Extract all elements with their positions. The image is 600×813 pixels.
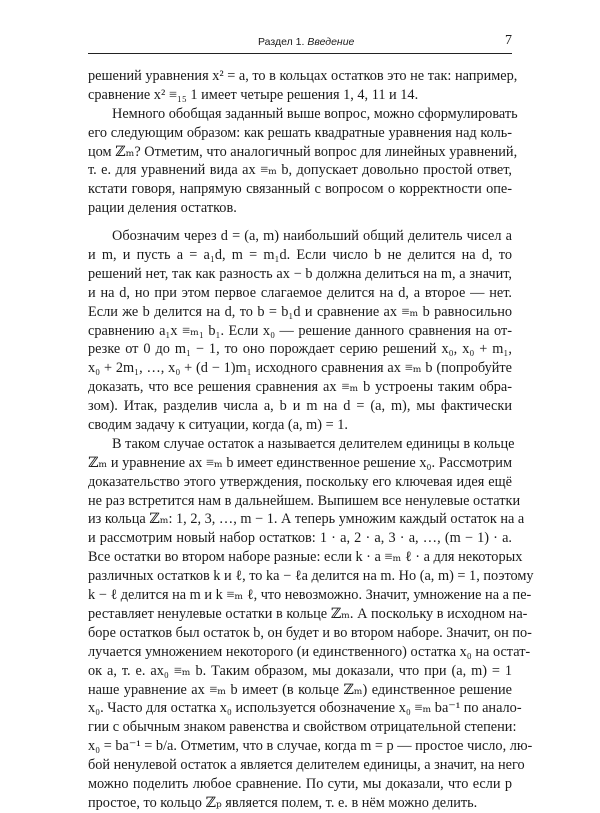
text-line: рации деления остатков. [88,200,237,217]
text-line: боре остатков был остаток b, он будет и во втором наборе. Значит, он по- [88,624,532,641]
section-name: Введение [307,36,355,48]
text-line: и рассмотрим новый набор остатков: 1 · a, 2 · a, 3 · a, …, (m − 1) · a. [88,530,512,547]
text-line: наше уравнение ax ≡ₘ b имеет (в кольце ℤₘ) единственное решение [88,681,512,698]
text-line: решений нет, так как разность ax − b должна делиться на m, а значит, [88,265,512,282]
text-line: x₀. Часто для остатка x₀ используется обозначение x₀ ≡ₘ ba⁻¹ по анало- [88,700,522,717]
text-line: лучается умножением некоторого (и единственного) остатка x₀ на остат- [88,643,531,660]
text-line: k − ℓ делится на m и k ≡ₘ ℓ, что невозможно. Значит, умножение на a пе- [88,587,532,604]
text-line: кстати говоря, напрямую связанный с вопросом о корректности опе- [88,181,512,198]
section-title [258,36,354,48]
text-line: доказать, что все решения сравнения ax ≡ₘ b устроены таким обра- [88,379,512,396]
text-line: доказательство этого утверждения, поскольку его ключевая идея ещё [88,473,512,490]
text-line: В таком случае остаток a называется делителем единицы в кольце [112,435,515,452]
text-line: x₀ + 2m₁, …, x₀ + (d − 1)m₁ исходного сравнения ax ≡ₘ b (попробуйте [88,360,512,377]
text-line: Если же b делится на d, то b = b₁d и сравнение ax ≡ₘ b равносильно [88,303,512,320]
text-line: различных остатков k и ℓ, то ka − ℓa делится на m. Но (a, m) = 1, поэтому [88,568,534,585]
text-line: цом ℤₘ? Отметим, что аналогичный вопрос для линейных уравнений, [88,143,518,160]
text-line: его следующим образом: как решать квадратные уравнения над коль- [88,124,512,141]
text-line: Немного обобщая заданный выше вопрос, можно сформулировать [112,105,518,122]
text-line: резке от 0 до m₁ − 1, то оно порождает серию решений x₀, x₀ + m₁, [88,341,512,358]
text-line: из кольца ℤₘ: 1, 2, 3, …, m − 1. А теперь умножим каждый остаток на a [88,511,525,528]
text-line: реставляет ненулевые остатки в кольце ℤₘ. А поскольку в исходном на- [88,605,528,622]
running-header [88,33,512,54]
text-line: и на d, но при этом первое слагаемое делится на d, а второе — нет. [88,284,512,301]
text-line: зом). Итак, разделив числа a, b и m на d = (a, m), мы фактически [88,398,512,415]
paragraph [88,227,512,435]
page-body [88,67,534,813]
text-line: ℤₘ и уравнение ax ≡ₘ b имеет единственное решение x₀. Рассмотрим [88,454,512,471]
text-line: ок a, т. е. ax₀ ≡ₘ b. Таким образом, мы доказали, что при (a, m) = 1 [88,662,512,679]
text-line: Все остатки во втором наборе разные: если k · a ≡ₘ ℓ · a для некоторых [88,549,523,566]
text-line: сводим задачу к ситуации, когда (a, m) = 1. [88,417,349,434]
paragraph [88,435,534,813]
text-line: не раз встретится нам в дальнейшем. Выпишем все ненулевые остатки [88,492,521,509]
text-line: простое, то кольцо ℤₚ является полем, т. е. в нём можно делить. [88,794,478,811]
text-line: сравнению a₁x ≡ₘ₁ b₁. Если x₀ — решение данного сравнения на от- [88,322,512,339]
section-label: Раздел 1. [258,36,305,48]
text-line: решений уравнения x² = a, то в кольцах остатков это не так: например, [88,68,518,84]
text-line: и m, и пусть a = a₁d, m = m₁d. Если число b не делится на d, то [88,247,512,264]
page-number: 7 [505,33,512,48]
text-line: x₀ = ba⁻¹ = b/a. Отметим, что в случае, когда m = p — простое число, лю- [88,738,533,755]
text-line: можно поделить любое сравнение. По сути, мы доказали, что если p [88,775,512,792]
paragraph [88,105,518,218]
text-line: гии с обычным знаком равенства и свойством отрицательной степени: [88,719,517,736]
text-line: сравнение x² ≡₁₅ 1 имеет четыре решения 1, 4, 11 и 14. [88,86,419,103]
text-line: Обозначим через d = (a, m) наибольший общий делитель чисел a [112,228,512,245]
text-line: бой ненулевой остаток a является делителем единицы, а значит, на него [88,757,525,774]
paragraph [88,67,518,105]
text-line: т. е. для уравнений вида ax ≡ₘ b, допускает довольно простой ответ, [88,162,512,179]
